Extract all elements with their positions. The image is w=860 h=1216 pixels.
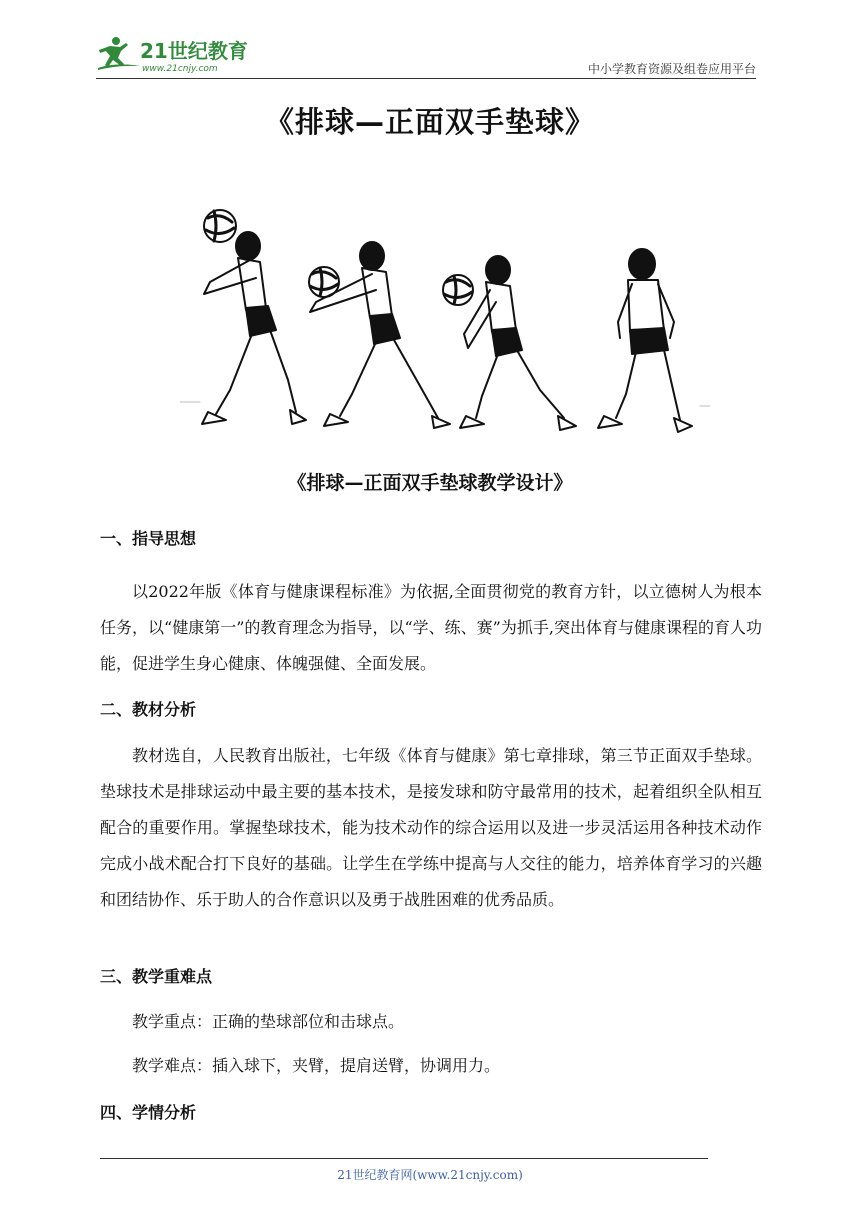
page-title: 《排球—正面双手垫球》: [264, 105, 595, 139]
section-paragraph: 教学重点：正确的垫球部位和击球点。: [132, 1012, 405, 1031]
section-heading-guiding-idea: 一、指导思想: [100, 529, 197, 548]
logo-text: 21世纪教育: [140, 39, 248, 63]
logo: [96, 34, 266, 74]
section-heading-key-points: 三、教学重难点: [100, 967, 213, 986]
header-platform-text: 中小学教育资源及组卷应用平台: [587, 62, 756, 76]
section-paragraph: 教材选自，人民教育出版社，七年级《体育与健康》第七章排球，第三节正面双手垫球。垫球技术是排球运动中最主要的基本技术，是接发球和防守最常用的技术，起着组织全队相互配合的重要作用。掌握垫球技术，能为技术动作的综合运用以及进一步灵活运用各种技术动作完成小战术配合打下良好的基础。让学生在学练中提高与人交往的能力，培养体育学习的兴趣和团结协作、乐于助人的合作意识以及勇于战胜困难的优秀品质。: [100, 746, 762, 909]
volleyball-bump-illustration: [180, 190, 710, 450]
section-paragraph: 教学难点：插入球下，夹臂，提肩送臂，协调用力。: [132, 1056, 501, 1075]
player-figure-1: [202, 210, 306, 424]
document-subtitle: 《排球—正面双手垫球教学设计》: [287, 472, 573, 494]
section-heading-student-analysis: 四、学情分析: [100, 1103, 197, 1122]
player-figure-2: [309, 242, 450, 428]
section-paragraph: 以2022年版《体育与健康课程标准》为依据,全面贯彻党的教育方针，以立德树人为根本任务，以“健康第一”的教育理念为指导，以“学、练、赛”为抓手,突出体育与健康课程的育人功能，促进学生身心健康、体魄强健、全面发展。: [100, 582, 762, 673]
section-heading-textbook-analysis: 二、教材分析: [100, 700, 197, 719]
header-divider: [96, 78, 756, 79]
player-figure-4: [598, 249, 692, 432]
footer-link[interactable]: 21世纪教育网(www.21cnjy.com): [337, 1168, 523, 1182]
footer-divider: [100, 1158, 708, 1159]
player-figure-3: [443, 256, 576, 430]
logo-url: www.21cnjy.com: [142, 64, 218, 74]
page-header: [96, 30, 756, 78]
